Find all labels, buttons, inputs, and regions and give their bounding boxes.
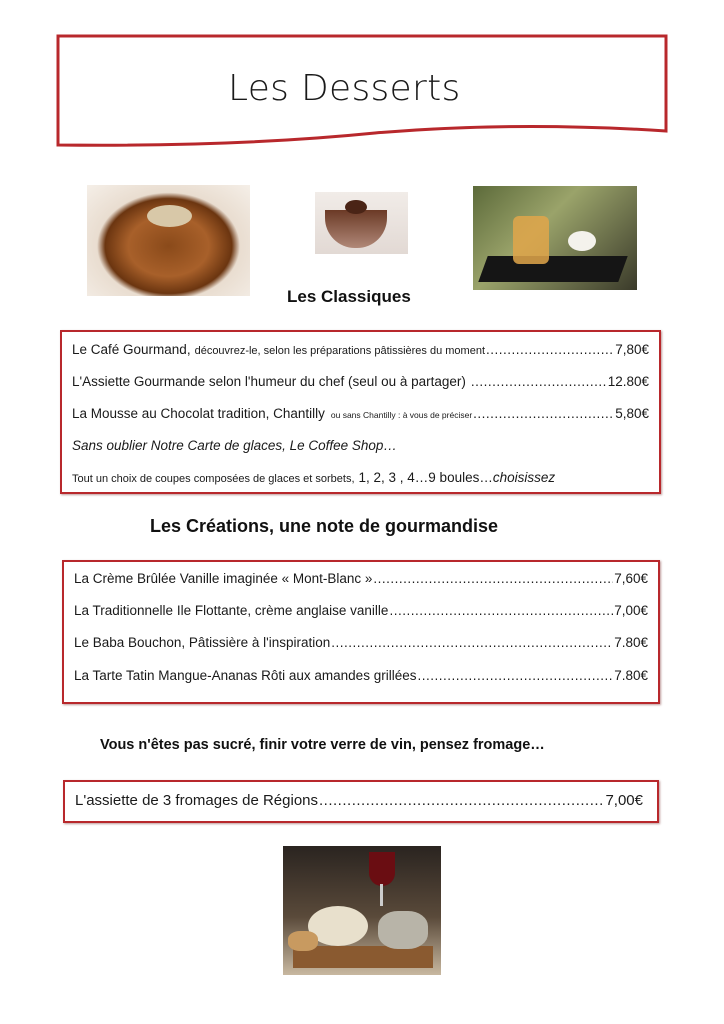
- cheese-wine-photo: [283, 846, 441, 975]
- item-name: La Mousse au Chocolat tradition, Chantilly: [72, 406, 325, 421]
- menu-item: [74, 603, 648, 618]
- item-price: 7,80€: [615, 342, 649, 357]
- fromage-heading: Vous n'êtes pas sucré, finir votre verre de vin, pensez fromage…: [100, 737, 545, 753]
- item-price: 7,60€: [614, 571, 648, 586]
- menu-item: [74, 571, 648, 586]
- item-price: 7.80€: [614, 635, 648, 650]
- menu-item: [74, 668, 648, 683]
- creme-brulee-photo: [87, 185, 250, 296]
- menu-item: [72, 406, 649, 421]
- leader-dots: [473, 406, 614, 421]
- item-name: Le Baba Bouchon, Pâtissière à l'inspiration: [74, 635, 331, 650]
- item-name: La Traditionnelle Ile Flottante, crème anglaise vanille: [74, 603, 389, 618]
- menu-item: [75, 792, 643, 809]
- coupes-action: choisissez: [492, 470, 556, 485]
- note-text: Sans oublier Notre Carte de glaces, Le Coffee Shop…: [72, 438, 397, 453]
- item-name: Le Café Gourmand,: [72, 342, 191, 357]
- menu-item: [72, 374, 649, 389]
- item-detail: découvrez-le, selon les préparations pâtissières du moment: [194, 345, 486, 357]
- item-price: 5,80€: [615, 406, 649, 421]
- leader-dots: [389, 603, 613, 618]
- creations-box: [62, 560, 660, 704]
- leader-dots: [319, 792, 604, 809]
- coupes-line: [72, 470, 649, 485]
- item-price: 7.80€: [614, 668, 648, 683]
- item-price: 7,00€: [614, 603, 648, 618]
- leader-dots: [373, 571, 613, 586]
- item-name: L'assiette de 3 fromages de Régions: [75, 792, 319, 809]
- item-name: La Crème Brûlée Vanille imaginée « Mont-Blanc »: [74, 571, 373, 586]
- leader-dots: [331, 635, 613, 650]
- dessert-jar-photo: [473, 186, 637, 290]
- menu-item: [74, 635, 648, 650]
- item-price: 12.80€: [607, 374, 649, 389]
- leader-dots: [486, 342, 614, 357]
- item-detail: ou sans Chantilly : à vous de préciser: [330, 410, 473, 420]
- item-name: L'Assiette Gourmande selon l'humeur du chef (seul ou à partager): [72, 374, 466, 389]
- coupes-counts: 1, 2, 3 , 4…9 boules…: [358, 470, 493, 485]
- menu-item: [72, 342, 649, 357]
- leader-dots: [417, 668, 613, 683]
- glaces-note: [72, 438, 649, 453]
- chocolate-mousse-photo: [315, 192, 408, 254]
- classiques-heading: Les Classiques: [287, 287, 411, 306]
- page-title: Les Desserts: [228, 68, 461, 109]
- leader-dots: [471, 374, 607, 389]
- item-price: 7,00€: [605, 792, 643, 809]
- creations-heading: Les Créations, une note de gourmandise: [150, 516, 499, 536]
- coupes-text: Tout un choix de coupes composées de glaces et sorbets,: [72, 473, 355, 485]
- item-name: La Tarte Tatin Mangue-Ananas Rôti aux amandes grillées: [74, 668, 417, 683]
- classiques-box: [60, 330, 661, 494]
- fromage-box: [63, 780, 659, 823]
